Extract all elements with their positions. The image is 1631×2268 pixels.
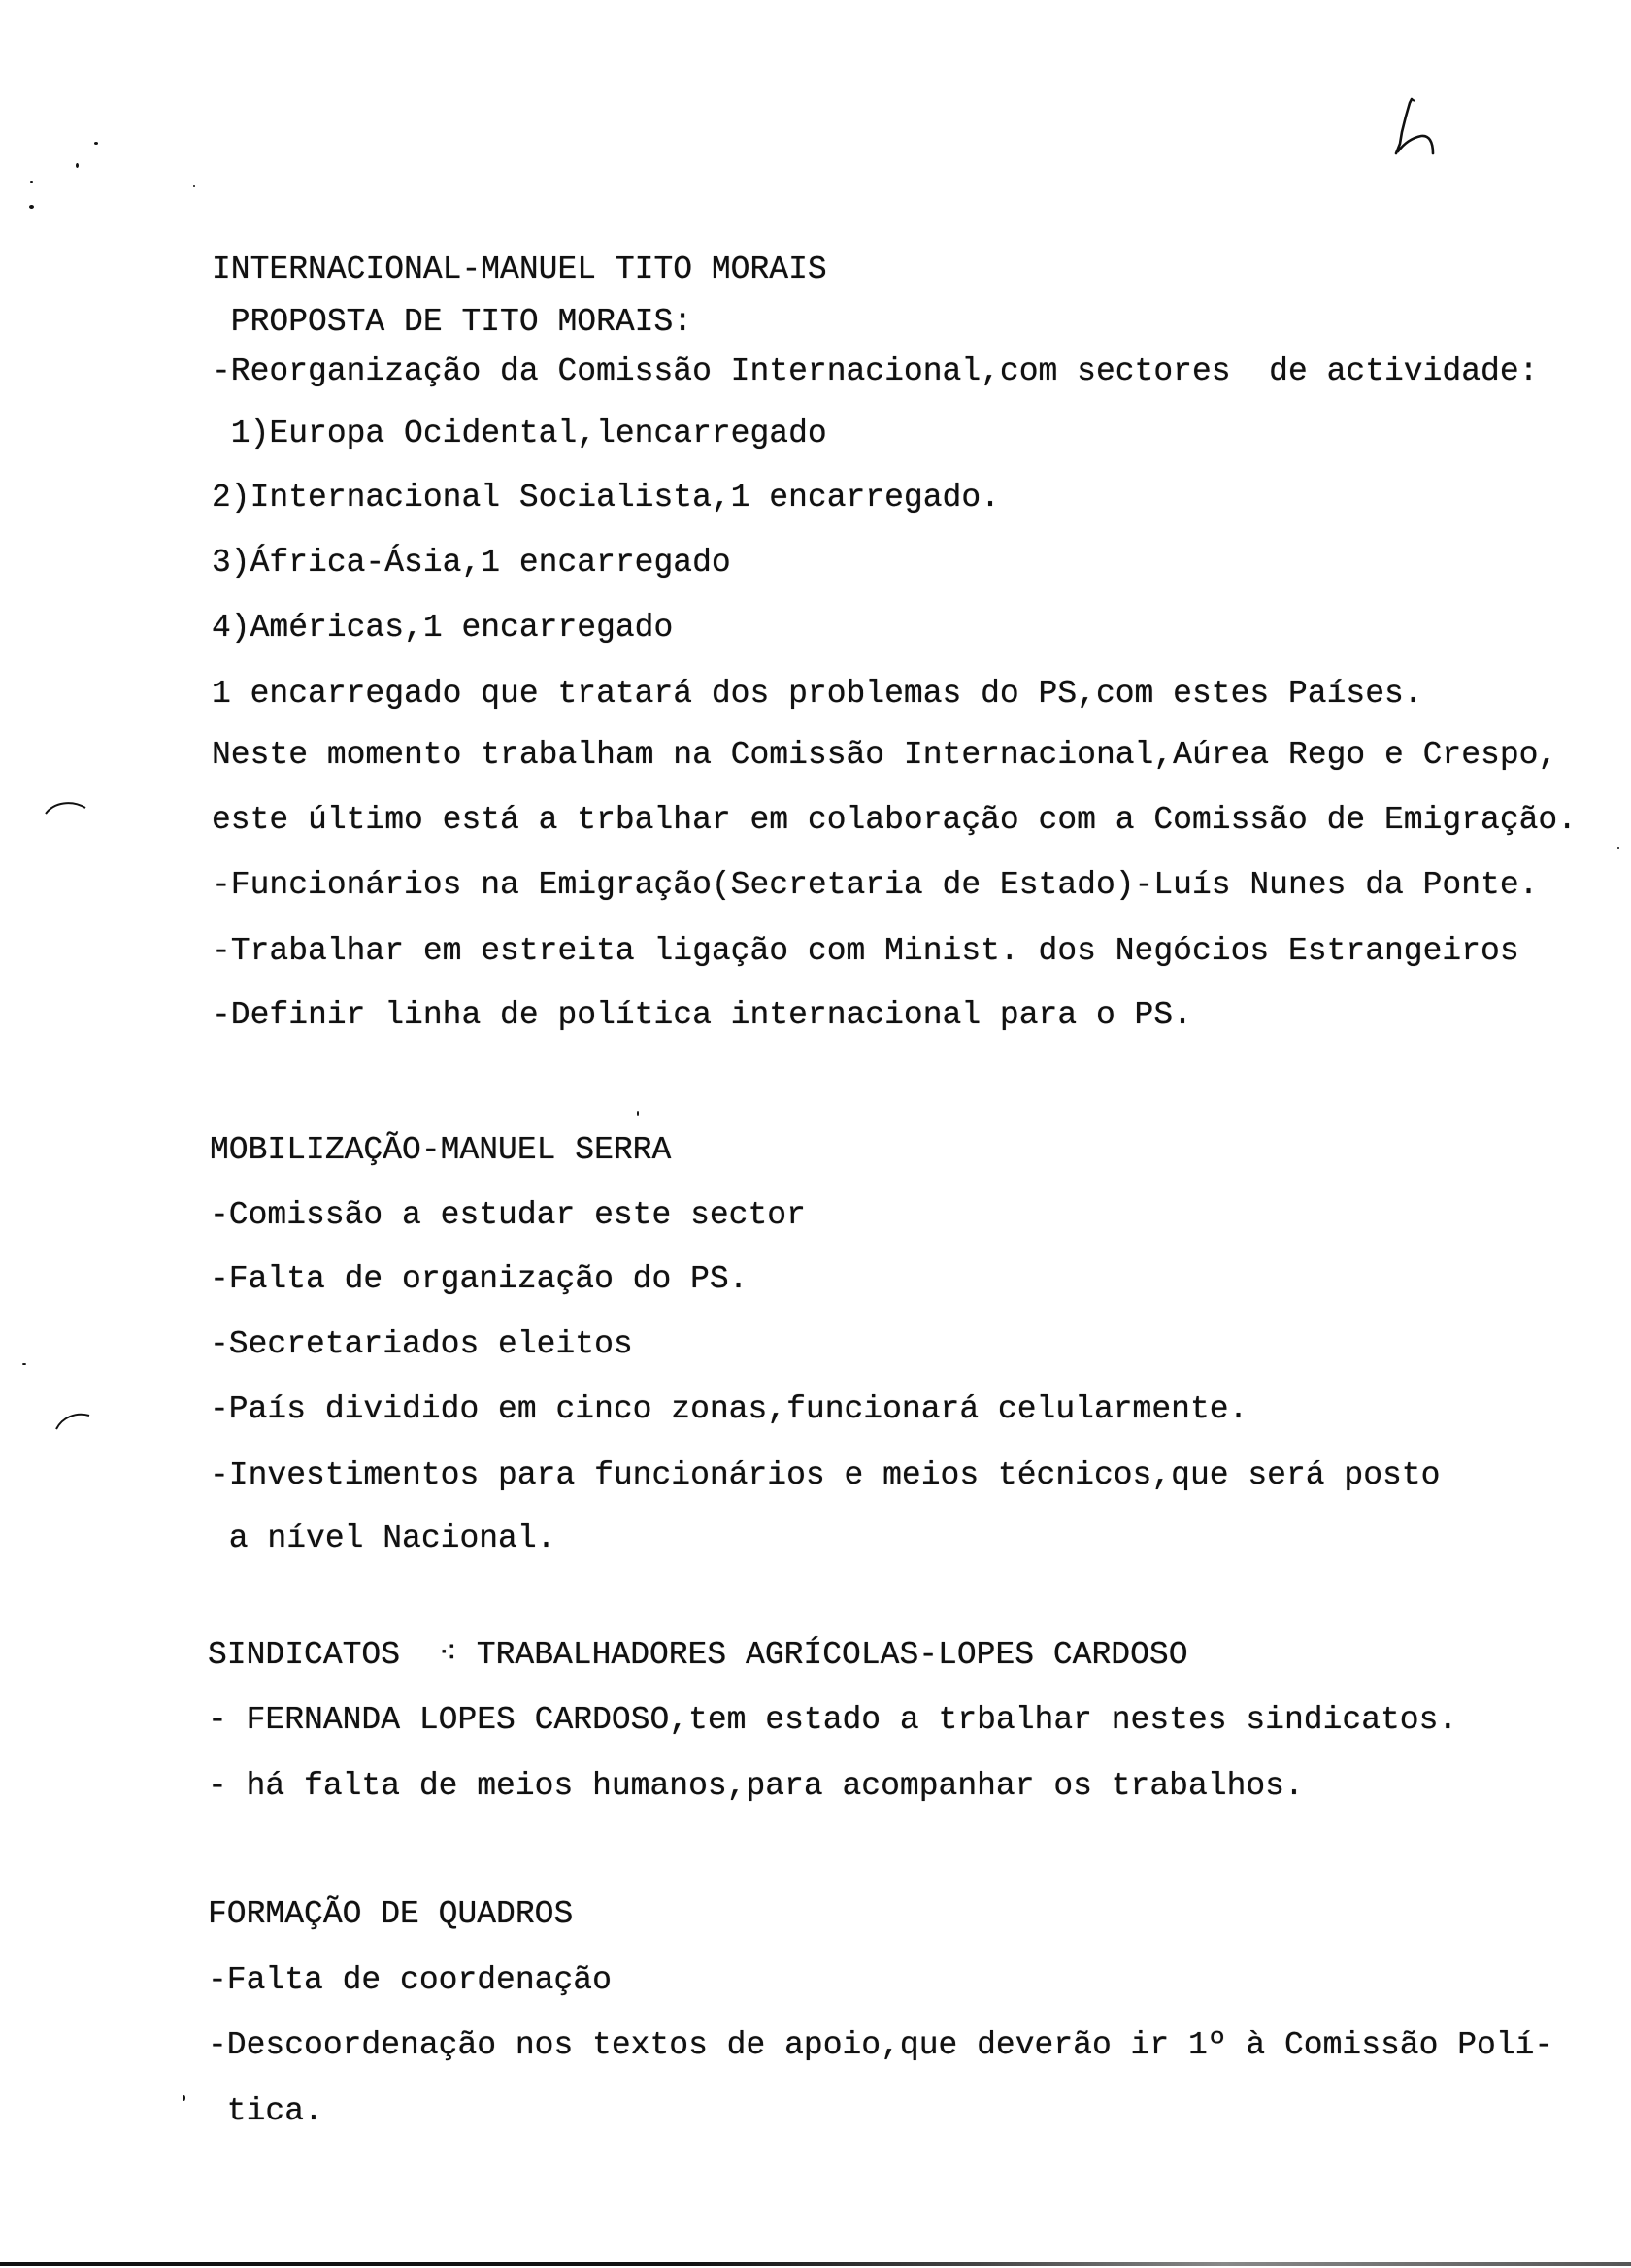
text-line: -Trabalhar em estreita ligação com Minist. dos Negócios Estrangeiros [212, 933, 1519, 969]
text-line: -Definir linha de política internacional para o PS. [212, 997, 1192, 1033]
scan-speck [22, 1363, 26, 1365]
text-line: -Reorganização da Comissão Internacional,com sectores de actividade: [212, 353, 1539, 389]
text-line: -Falta de organização do PS. [210, 1261, 749, 1297]
scan-speck [94, 142, 98, 145]
text-line: 4)Américas,1 encarregado [212, 610, 674, 646]
section-heading-internacional: INTERNACIONAL-MANUEL TITO MORAIS [212, 251, 827, 287]
punch-hole-arc [43, 796, 91, 819]
scan-speck [29, 205, 34, 209]
scan-speck [30, 181, 33, 183]
text-line: - há falta de meios humanos,para acompanhar os trabalhos. [208, 1768, 1304, 1804]
text-line: - FERNANDA LOPES CARDOSO,tem estado a trbalhar nestes sindicatos. [208, 1702, 1458, 1738]
text-line: -Secretariados eleitos [210, 1326, 633, 1362]
handwritten-page-number-6 [1390, 93, 1445, 161]
text-line: este último está a trbalhar em colaboração com a Comissão de Emigração. [212, 802, 1578, 838]
scan-speck [193, 185, 195, 187]
page-bottom-edge-line [0, 2262, 1631, 2266]
text-line: -Funcionários na Emigração(Secretaria de Estado)-Luís Nunes da Ponte. [212, 867, 1539, 903]
section-heading-formacao: FORMAÇÃO DE QUADROS [208, 1896, 574, 1932]
text-line: tica. [208, 2093, 323, 2129]
text-line: a nível Nacional. [210, 1520, 556, 1556]
text-line: 1 encarregado que tratará dos problemas do PS,com estes Países. [212, 676, 1423, 712]
text-line: 3)África-Ásia,1 encarregado [212, 545, 731, 581]
scan-speck [1617, 847, 1619, 849]
text-line: -Descoordenação nos textos de apoio,que deverão ir 1º à Comissão Polí- [208, 2027, 1554, 2063]
text-line: PROPOSTA DE TITO MORAIS: [212, 304, 693, 340]
text-line: -Comissão a estudar este sector [210, 1197, 806, 1233]
text-line: -Investimentos para funcionários e meios técnicos,que será posto [210, 1457, 1441, 1493]
scan-speck [76, 163, 79, 168]
punch-hole-arc [52, 1408, 95, 1433]
text-line: 2)Internacional Socialista,1 encarregado. [212, 480, 1000, 516]
section-heading-sindicatos: SINDICATOS ⁖ TRABALHADORES AGRÍCOLAS-LOPES CARDOSO [208, 1637, 1188, 1673]
text-line: -Falta de coordenação [208, 1962, 612, 1998]
section-heading-mobilizacao: MOBILIZAÇÃO-MANUEL SERRA [210, 1132, 672, 1168]
text-line: Neste momento trabalham na Comissão Internacional,Aúrea Rego e Crespo, [212, 737, 1558, 773]
scan-speck [637, 1111, 639, 1116]
scan-speck [183, 2095, 185, 2101]
text-line: 1)Europa Ocidental,lencarregado [212, 416, 827, 451]
text-line: -País dividido em cinco zonas,funcionará celularmente. [210, 1391, 1248, 1427]
